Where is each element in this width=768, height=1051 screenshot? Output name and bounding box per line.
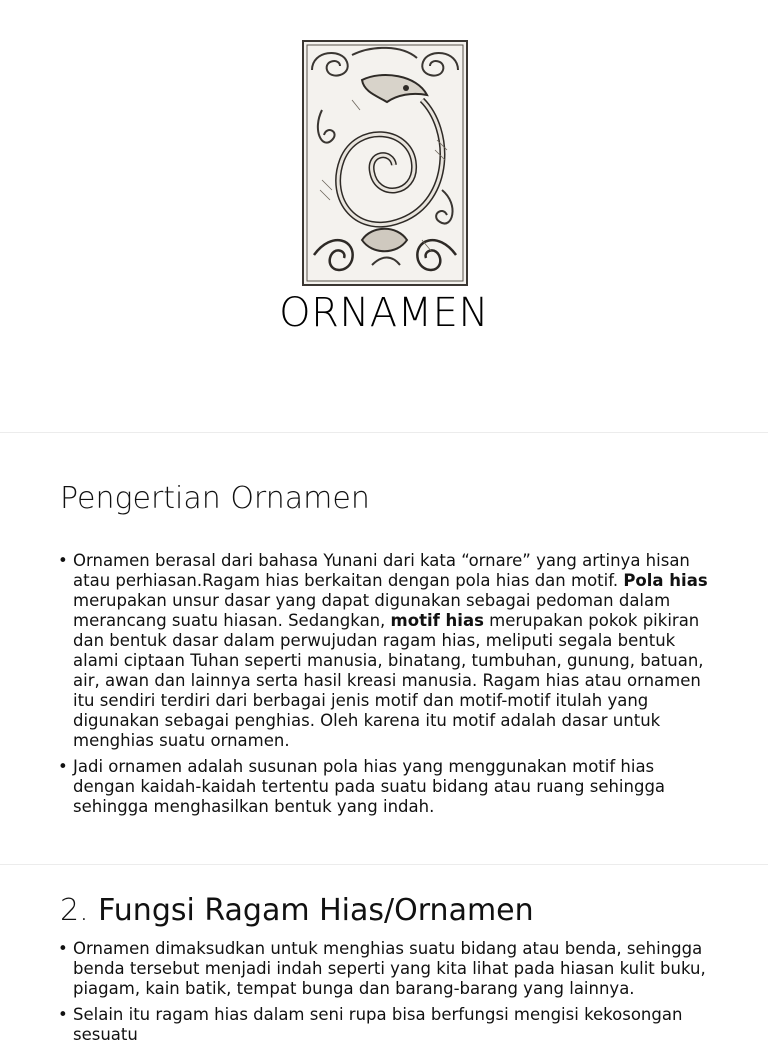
slide-heading: Pengertian Ornamen [60,481,370,516]
bullet-text: Ornamen berasal dari bahasa Yunani dari kata “ornare” yang artinya hisan atau perhiasan.Ragam hias berkaitan dengan pola hias dan motif. [73,551,690,590]
heading-text: Fungsi Ragam Hias/Ornamen [98,893,534,928]
bullet-text: Jadi ornamen adalah susunan pola hias yang menggunakan motif hias dengan kaidah-kaidah tertentu pada suatu bidang atau ruang sehingga sehingga menghasilkan bentuk yang indah. [73,757,666,816]
bullet-text: merupakan unsur dasar yang dapat digunakan sebagai pedoman dalam merancang suatu hiasan. Sedangkan, [73,591,671,630]
bullet-text: Ornamen dimaksudkan untuk menghias suatu bidang atau benda, sehingga benda tersebut menjadi indah seperti yang kita lihat pada hiasan kulit buku, piagam, kain batik, tempat bunga dan barang-barang yang lainnya. [73,939,706,998]
presentation-title: ORNAMEN [279,290,489,336]
bullet-item [58,1005,718,1045]
bullet-text: merupakan pokok pikiran dan bentuk dasar dalam perwujudan ragam hias, meliputi segala bentuk alami ciptaan Tuhan seperti manusia, binatang, tumbuhan, gunung, batuan, air, awan dan lainnya serta hasil kreasi manusia. Ragam hias atau ornamen itu sendiri terdiri dari berbagai jenis motif dan motif-motif itulah yang digunakan sebagai penghias. Oleh karena itu motif adalah dasar untuk menghias suatu ornamen. [73,611,704,750]
bullet-text: Selain itu ragam hias dalam seni rupa bisa berfungsi mengisi kekosongan sesuatu [73,1005,683,1044]
bullet-item [58,939,718,999]
definition-slide [0,432,768,865]
bullet-list [58,939,718,1051]
bullet-item [58,551,718,751]
slide-heading [60,893,534,928]
bold-term: motif hias [390,611,484,630]
title-slide [0,0,768,432]
bullet-icon: • [58,939,68,958]
heading-number: 2. [60,893,99,928]
ornament-dragon-icon [302,40,468,286]
bullet-list [58,551,718,823]
bold-term: Pola hias [623,571,708,590]
bullet-icon: • [58,551,68,570]
ornament-illustration [302,40,468,286]
bullet-item [58,757,718,817]
function-slide [0,864,768,1044]
bullet-icon: • [58,1005,68,1024]
bullet-icon: • [58,757,68,776]
